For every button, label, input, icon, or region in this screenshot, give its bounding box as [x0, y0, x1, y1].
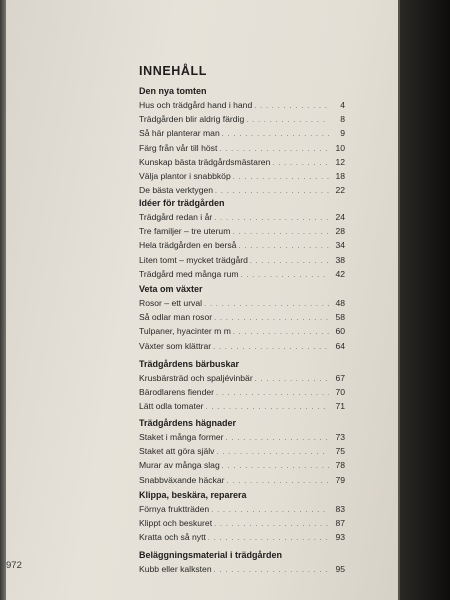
entry-title: Liten tomt – mycket trädgård	[139, 254, 248, 265]
leader-dots	[239, 270, 329, 282]
section-heading: Idéer för trädgården	[139, 198, 225, 208]
leader-dots	[206, 533, 329, 545]
toc-entry	[139, 127, 345, 141]
section-heading: Veta om växter	[139, 284, 203, 294]
entry-page: 67	[335, 373, 345, 383]
dark-background	[400, 0, 450, 600]
entry-page: 70	[335, 387, 345, 398]
entry-title: Växter som klättrar	[139, 340, 212, 351]
leader-dots	[202, 299, 329, 311]
leader-dots	[252, 101, 329, 113]
leader-dots	[270, 158, 329, 170]
toc-entry	[139, 254, 345, 268]
toc-entry	[139, 297, 345, 311]
entry-page: 28	[335, 226, 345, 237]
leader-dots	[248, 256, 329, 268]
leader-dots	[212, 519, 329, 531]
entry-title: Kunskap bästa trädgårdsmästaren	[139, 156, 271, 167]
entry-title: Murar av många slag	[139, 460, 220, 471]
entry-page: 42	[335, 268, 345, 279]
toc-entry	[139, 459, 345, 473]
leader-dots	[231, 172, 329, 184]
toc-entry	[139, 431, 345, 445]
toc-entry	[139, 503, 345, 517]
entry-title: Lätt odla tomater	[139, 401, 204, 412]
entry-title: Kubb eller kalksten	[139, 564, 212, 574]
leader-dots	[211, 342, 329, 354]
entry-page: 8	[340, 114, 345, 125]
leader-dots	[230, 227, 329, 239]
toc-section-den-nya-tomten	[139, 85, 345, 198]
entry-page: 73	[335, 432, 345, 442]
entry-page: 4	[340, 100, 345, 110]
toc-entry	[139, 531, 345, 545]
entry-title: Tre familjer – tre uterum	[139, 226, 231, 237]
leader-dots	[217, 144, 329, 156]
leader-dots	[225, 476, 329, 488]
year-text: 972	[6, 560, 22, 571]
leader-dots	[231, 327, 329, 339]
entry-page: 12	[335, 156, 345, 167]
leader-dots	[224, 433, 329, 445]
entry-page: 75	[335, 446, 345, 457]
toc-entry	[139, 170, 345, 184]
section-heading: Trädgårdens hägnader	[139, 418, 237, 428]
leader-dots	[214, 447, 329, 459]
toc-entry	[139, 239, 345, 253]
entry-title: Staket att göra själv	[139, 446, 215, 457]
entry-title: De bästa verktygen	[139, 185, 214, 196]
leader-dots	[220, 461, 329, 473]
entry-title: Välja plantor i snabbköp	[139, 171, 231, 182]
leader-dots	[204, 402, 330, 414]
entry-page: 9	[340, 128, 345, 139]
toc-entry	[139, 142, 345, 156]
toc-entry	[139, 386, 345, 400]
entry-title: Tulpaner, hyacinter m m	[139, 326, 231, 337]
toc-section-hagnader	[139, 417, 345, 488]
toc-entry	[139, 113, 345, 127]
entry-page: 22	[335, 185, 345, 196]
entry-title: Trädgård redan i år	[139, 212, 213, 222]
entry-page: 87	[335, 518, 345, 529]
leader-dots	[212, 565, 329, 577]
toc-entry	[139, 325, 345, 339]
entry-title: Hus och trädgård hand i hand	[139, 100, 253, 110]
toc-section-barbuskar	[139, 358, 345, 415]
entry-title: Rosor – ett urval	[139, 298, 203, 308]
entry-title: Kratta och så nytt	[139, 532, 206, 543]
entry-page: 24	[335, 212, 345, 222]
toc-entry	[139, 211, 345, 225]
entry-title: Snabbväxande häckar	[139, 474, 225, 485]
entry-title: Förnya fruktträden	[139, 504, 210, 514]
entry-title: Trädgård med många rum	[139, 268, 239, 279]
leader-dots	[244, 115, 329, 127]
entry-page: 60	[335, 326, 345, 337]
entry-title: Så odlar man rosor	[139, 312, 213, 323]
toc-entry	[139, 372, 345, 386]
entry-title: Trädgården blir aldrig färdig	[139, 114, 245, 125]
entry-title: Krusbärsträd och spaljévinbär	[139, 373, 253, 383]
entry-page: 34	[335, 240, 345, 251]
entry-title: Klippt och beskuret	[139, 518, 213, 529]
leader-dots	[214, 388, 329, 400]
leader-dots	[212, 313, 329, 325]
toc-section-ideer	[139, 197, 345, 282]
entry-title: Hela trädgården en berså	[139, 240, 237, 251]
entry-title: Färg från vår till höst	[139, 142, 218, 153]
section-heading: Beläggningsmaterial i trädgården	[139, 550, 283, 560]
leader-dots	[209, 505, 329, 517]
toc-title: INNEHÅLL	[139, 64, 207, 78]
section-heading: Klippa, beskära, reparera	[139, 490, 247, 500]
toc-section-veta-om-vaxter	[139, 283, 345, 354]
toc-section-belaggning	[139, 549, 345, 577]
toc-entry	[139, 99, 345, 113]
entry-page: 71	[335, 401, 345, 412]
entry-page: 18	[335, 171, 345, 182]
entry-page: 38	[335, 254, 345, 265]
toc-entry	[139, 225, 345, 239]
entry-title: Staket i många former	[139, 432, 224, 442]
toc-entry	[139, 268, 345, 282]
leader-dots	[253, 374, 329, 386]
toc-entry	[139, 156, 345, 170]
section-heading: Den nya tomten	[139, 86, 207, 96]
entry-title: Bärodlarens fiender	[139, 387, 215, 398]
toc-entry	[139, 474, 345, 488]
entry-page: 58	[335, 312, 345, 323]
toc-entry	[139, 517, 345, 531]
toc-section-klippa	[139, 489, 345, 546]
entry-page: 79	[335, 474, 345, 485]
leader-dots	[212, 213, 329, 225]
toc-entry	[139, 340, 345, 354]
toc-entry	[139, 445, 345, 459]
toc-entry	[139, 563, 345, 577]
entry-page: 64	[335, 340, 345, 351]
entry-page: 95	[335, 564, 345, 574]
leader-dots	[220, 129, 329, 141]
leader-dots	[236, 241, 329, 253]
entry-page: 83	[335, 504, 345, 514]
entry-page: 10	[335, 142, 345, 153]
entry-page: 48	[335, 298, 345, 308]
section-heading: Trädgårdens bärbuskar	[139, 359, 240, 369]
entry-title: Så här planterar man	[139, 128, 220, 139]
entry-page: 78	[335, 460, 345, 471]
toc-entry	[139, 400, 345, 414]
entry-page: 93	[335, 532, 345, 543]
toc-entry	[139, 311, 345, 325]
